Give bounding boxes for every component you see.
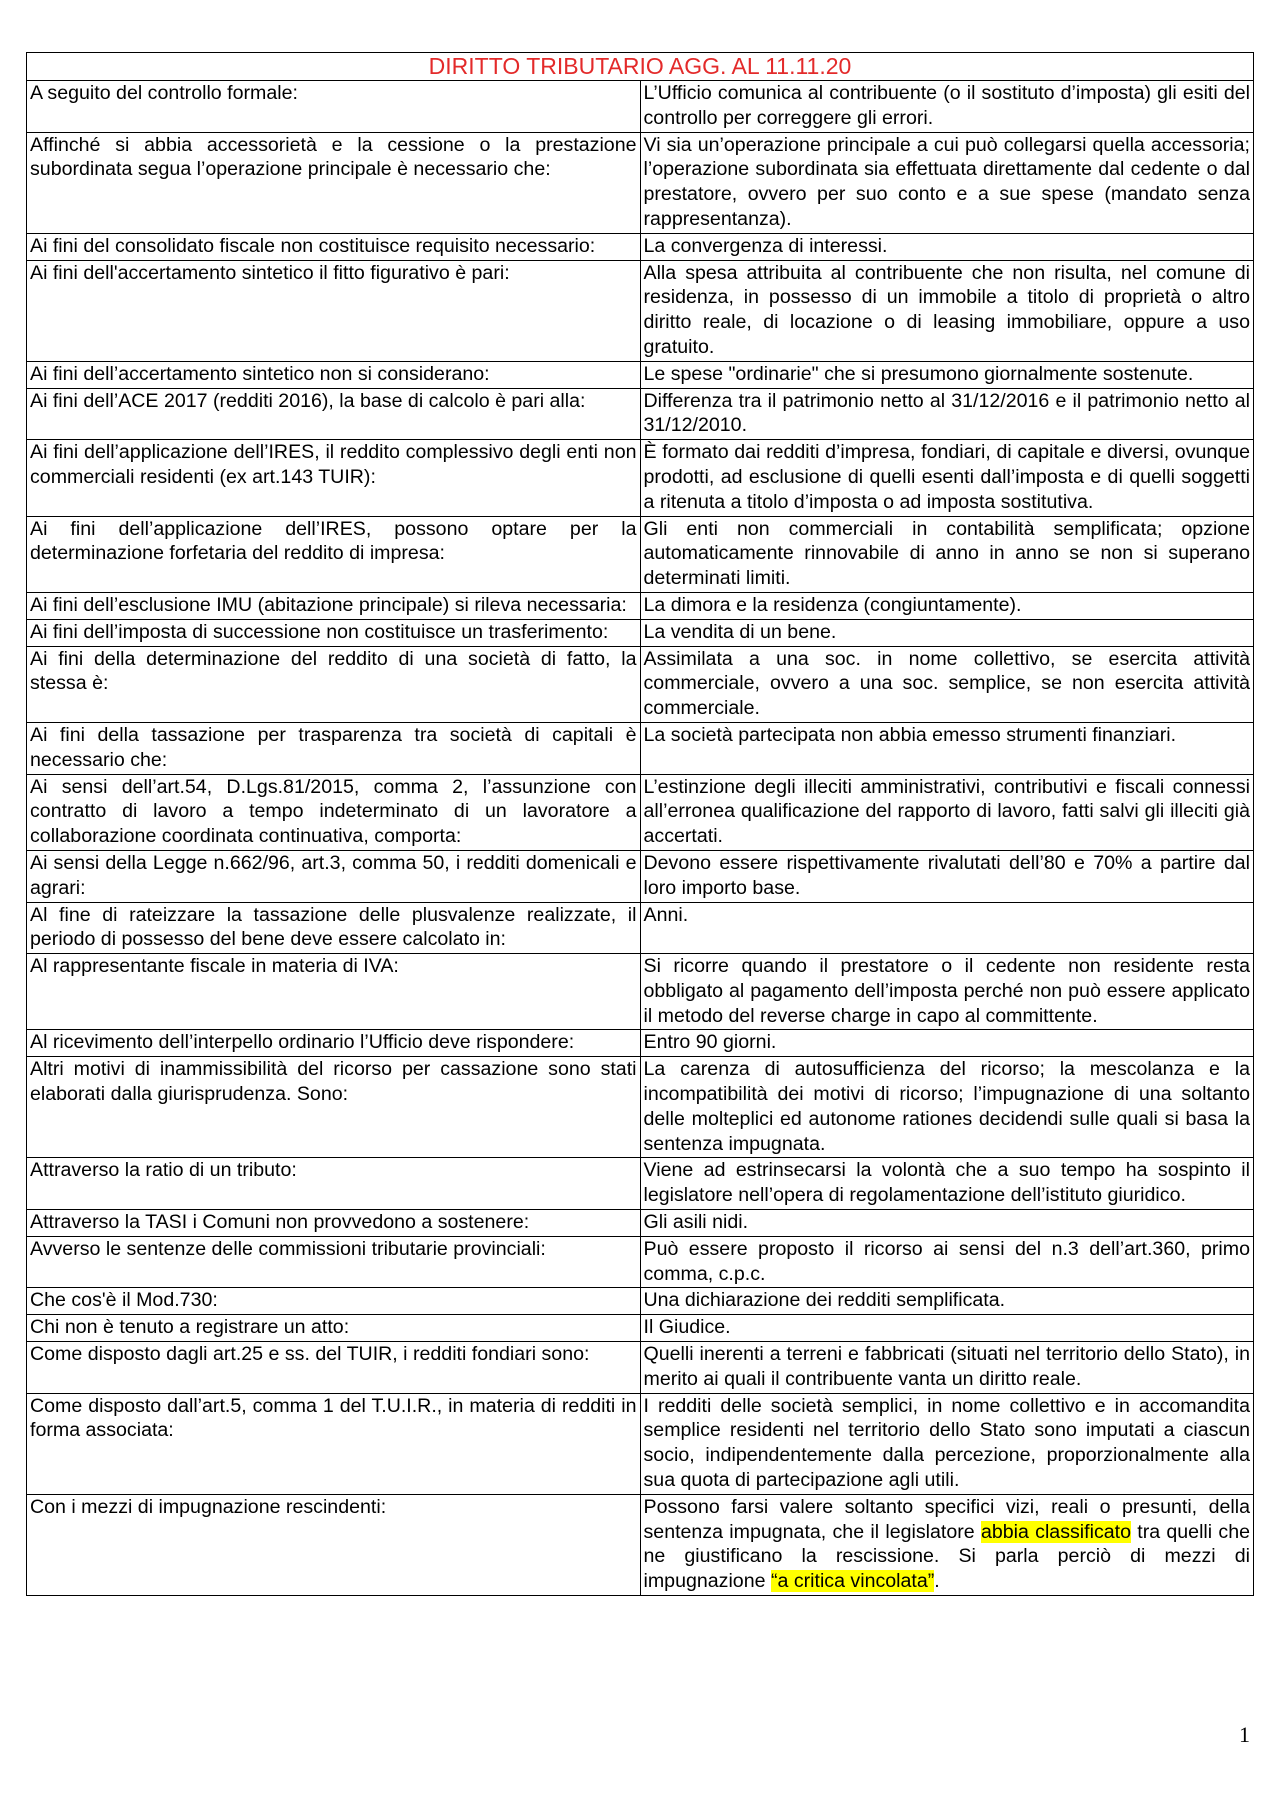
answer-cell: È formato dai redditi d’impresa, fondiari, di capitale e diversi, ovunque prodotti, ad esclusione di quelli esenti dall’imposta e di quelli soggetti a ritenuta a titolo d’imposta o ad imposta sostitutiva. bbox=[640, 440, 1254, 516]
answer-cell: Gli asili nidi. bbox=[640, 1210, 1254, 1237]
question-cell: Altri motivi di inammissibilità del ricorso per cassazione sono stati elaborati dalla giurisprudenza. Sono: bbox=[27, 1057, 641, 1158]
qa-table bbox=[26, 52, 1254, 1596]
question-cell: Attraverso la TASI i Comuni non provvedono a sostenere: bbox=[27, 1210, 641, 1237]
question-cell: Ai fini dell’accertamento sintetico non si considerano: bbox=[27, 361, 641, 388]
question-cell: Avverso le sentenze delle commissioni tributarie provinciali: bbox=[27, 1236, 641, 1288]
answer-cell: Devono essere rispettivamente rivalutati dell’80 e 70% a partire dal loro importo base. bbox=[640, 850, 1254, 902]
answer-cell: La carenza di autosufficienza del ricorso; la mescolanza e la incompatibilità dei motivi di ricorso; l’impugnazione di una soltanto delle molteplici ed autonome rationes decidendi sulle quali si basa la sentenza impugnata. bbox=[640, 1057, 1254, 1158]
table-row bbox=[27, 592, 1254, 619]
answer-cell: Vi sia un’operazione principale a cui può collegarsi quella accessoria; l’operazione subordinata sia effettuata direttamente dal cedente o dal prestatore, ovvero per suo conto e a sue spese (mandato senza rappresentanza). bbox=[640, 132, 1254, 233]
question-cell: Ai fini della tassazione per trasparenza tra società di capitali è necessario che: bbox=[27, 722, 641, 774]
qa-table-body bbox=[27, 53, 1254, 1596]
question-cell: Ai sensi dell’art.54, D.Lgs.81/2015, comma 2, l’assunzione con contratto di lavoro a tempo indeterminato di un lavoratore a collaborazione coordinata continuativa, comporta: bbox=[27, 774, 641, 850]
table-row bbox=[27, 1342, 1254, 1394]
table-row bbox=[27, 1494, 1254, 1595]
question-cell: Ai fini dell’esclusione IMU (abitazione principale) si rileva necessaria: bbox=[27, 592, 641, 619]
table-row bbox=[27, 1210, 1254, 1237]
question-cell: Ai sensi della Legge n.662/96, art.3, comma 50, i redditi domenicali e agrari: bbox=[27, 850, 641, 902]
answer-cell: Una dichiarazione dei redditi semplificata. bbox=[640, 1288, 1254, 1315]
table-row bbox=[27, 1057, 1254, 1158]
answer-cell: Alla spesa attribuita al contribuente che non risulta, nel comune di residenza, in possesso di un immobile a titolo di proprietà o altro diritto reale, di locazione o di leasing immobiliare, oppure a uso gratuito. bbox=[640, 260, 1254, 361]
question-cell: Al ricevimento dell’interpello ordinario l’Ufficio deve rispondere: bbox=[27, 1030, 641, 1057]
question-cell: Al rappresentante fiscale in materia di IVA: bbox=[27, 954, 641, 1030]
question-cell: Ai fini della determinazione del reddito di una società di fatto, la stessa è: bbox=[27, 646, 641, 722]
answer-cell: La società partecipata non abbia emesso strumenti finanziari. bbox=[640, 722, 1254, 774]
answer-cell: Può essere proposto il ricorso ai sensi del n.3 dell’art.360, primo comma, c.p.c. bbox=[640, 1236, 1254, 1288]
answer-cell: L’estinzione degli illeciti amministrativi, contributivi e fiscali connessi all’erronea qualificazione del rapporto di lavoro, fatti salvi gli illeciti già accertati. bbox=[640, 774, 1254, 850]
answer-cell: La dimora e la residenza (congiuntamente). bbox=[640, 592, 1254, 619]
answer-cell: Il Giudice. bbox=[640, 1315, 1254, 1342]
table-row bbox=[27, 388, 1254, 440]
table-row bbox=[27, 361, 1254, 388]
question-cell: Che cos'è il Mod.730: bbox=[27, 1288, 641, 1315]
answer-cell: Viene ad estrinsecarsi la volontà che a suo tempo ha sospinto il legislatore nell’opera di regolamentazione dell’istituto giuridico. bbox=[640, 1158, 1254, 1210]
title-row bbox=[27, 53, 1254, 81]
table-row bbox=[27, 81, 1254, 133]
table-row bbox=[27, 1315, 1254, 1342]
question-cell: Affinché si abbia accessorietà e la cessione o la prestazione subordinata segua l’operazione principale è necessario che: bbox=[27, 132, 641, 233]
table-row bbox=[27, 646, 1254, 722]
answer-cell: Assimilata a una soc. in nome collettivo, se esercita attività commerciale, ovvero a una soc. semplice, se non esercita attività commerciale. bbox=[640, 646, 1254, 722]
page-number: 1 bbox=[1239, 1722, 1250, 1747]
table-row bbox=[27, 722, 1254, 774]
answer-cell: La convergenza di interessi. bbox=[640, 233, 1254, 260]
answer-cell: Si ricorre quando il prestatore o il cedente non residente resta obbligato al pagamento dell’imposta perché non può essere applicato il metodo del reverse charge in capo al committente. bbox=[640, 954, 1254, 1030]
question-cell: Ai fini dell’ACE 2017 (redditi 2016), la base di calcolo è pari alla: bbox=[27, 388, 641, 440]
table-row bbox=[27, 1288, 1254, 1315]
question-cell: Chi non è tenuto a registrare un atto: bbox=[27, 1315, 641, 1342]
table-row bbox=[27, 132, 1254, 233]
table-row bbox=[27, 902, 1254, 954]
table-row bbox=[27, 1158, 1254, 1210]
answer-text: tra quelli che ne giustificano la rescissione. Si parla perciò di mezzi di impugnazione bbox=[643, 1520, 1251, 1593]
question-cell: A seguito del controllo formale: bbox=[27, 81, 641, 133]
question-cell: Attraverso la ratio di un tributo: bbox=[27, 1158, 641, 1210]
question-cell: Con i mezzi di impugnazione rescindenti: bbox=[27, 1494, 641, 1595]
table-row bbox=[27, 1236, 1254, 1288]
answer-text: . bbox=[934, 1570, 940, 1593]
answer-text: Possono farsi valere soltanto specifici vizi, reali o presunti, della sentenza impugnata, che il legislatore bbox=[643, 1495, 1250, 1543]
answer-cell: Entro 90 giorni. bbox=[640, 1030, 1254, 1057]
table-row bbox=[27, 516, 1254, 592]
table-row bbox=[27, 1393, 1254, 1494]
document-title: DIRITTO TRIBUTARIO AGG. AL 11.11.20 bbox=[27, 53, 1254, 81]
table-row bbox=[27, 260, 1254, 361]
table-row bbox=[27, 440, 1254, 516]
question-cell: Come disposto dagli art.25 e ss. del TUIR, i redditi fondiari sono: bbox=[27, 1342, 641, 1394]
answer-cell: Gli enti non commerciali in contabilità semplificata; opzione automaticamente rinnovabile di anno in anno se non si superano determinati limiti. bbox=[640, 516, 1254, 592]
answer-cell bbox=[640, 1494, 1254, 1595]
answer-cell: Differenza tra il patrimonio netto al 31/12/2016 e il patrimonio netto al 31/12/2010. bbox=[640, 388, 1254, 440]
answer-cell: L’Ufficio comunica al contribuente (o il sostituto d’imposta) gli esiti del controllo per correggere gli errori. bbox=[640, 81, 1254, 133]
question-cell: Ai fini dell’applicazione dell’IRES, possono optare per la determinazione forfetaria del reddito di impresa: bbox=[27, 516, 641, 592]
table-row bbox=[27, 954, 1254, 1030]
table-row bbox=[27, 233, 1254, 260]
table-row bbox=[27, 774, 1254, 850]
question-cell: Al fine di rateizzare la tassazione delle plusvalenze realizzate, il periodo di possesso del bene deve essere calcolato in: bbox=[27, 902, 641, 954]
question-cell: Come disposto dall’art.5, comma 1 del T.U.I.R., in materia di redditi in forma associata: bbox=[27, 1393, 641, 1494]
question-cell: Ai fini dell’applicazione dell’IRES, il reddito complessivo degli enti non commerciali residenti (ex art.143 TUIR): bbox=[27, 440, 641, 516]
answer-cell: I redditi delle società semplici, in nome collettivo e in accomandita semplice residenti nel territorio dello Stato sono imputati a ciascun socio, indipendentemente dalla percezione, proporzionalmente alla sua quota di partecipazione agli utili. bbox=[640, 1393, 1254, 1494]
answer-cell: La vendita di un bene. bbox=[640, 619, 1254, 646]
table-row bbox=[27, 1030, 1254, 1057]
answer-cell: Anni. bbox=[640, 902, 1254, 954]
question-cell: Ai fini dell’imposta di successione non costituisce un trasferimento: bbox=[27, 619, 641, 646]
table-row bbox=[27, 850, 1254, 902]
table-row bbox=[27, 619, 1254, 646]
highlighted-text: abbia classificato bbox=[980, 1520, 1131, 1543]
answer-cell: Quelli inerenti a terreni e fabbricati (situati nel territorio dello Stato), in merito ai quali il contribuente vanta un diritto reale. bbox=[640, 1342, 1254, 1394]
answer-cell: Le spese "ordinarie" che si presumono giornalmente sostenute. bbox=[640, 361, 1254, 388]
question-cell: Ai fini dell'accertamento sintetico il fitto figurativo è pari: bbox=[27, 260, 641, 361]
document-page bbox=[26, 52, 1254, 1596]
question-cell: Ai fini del consolidato fiscale non costituisce requisito necessario: bbox=[27, 233, 641, 260]
highlighted-text: “a critica vincolata” bbox=[770, 1570, 935, 1593]
